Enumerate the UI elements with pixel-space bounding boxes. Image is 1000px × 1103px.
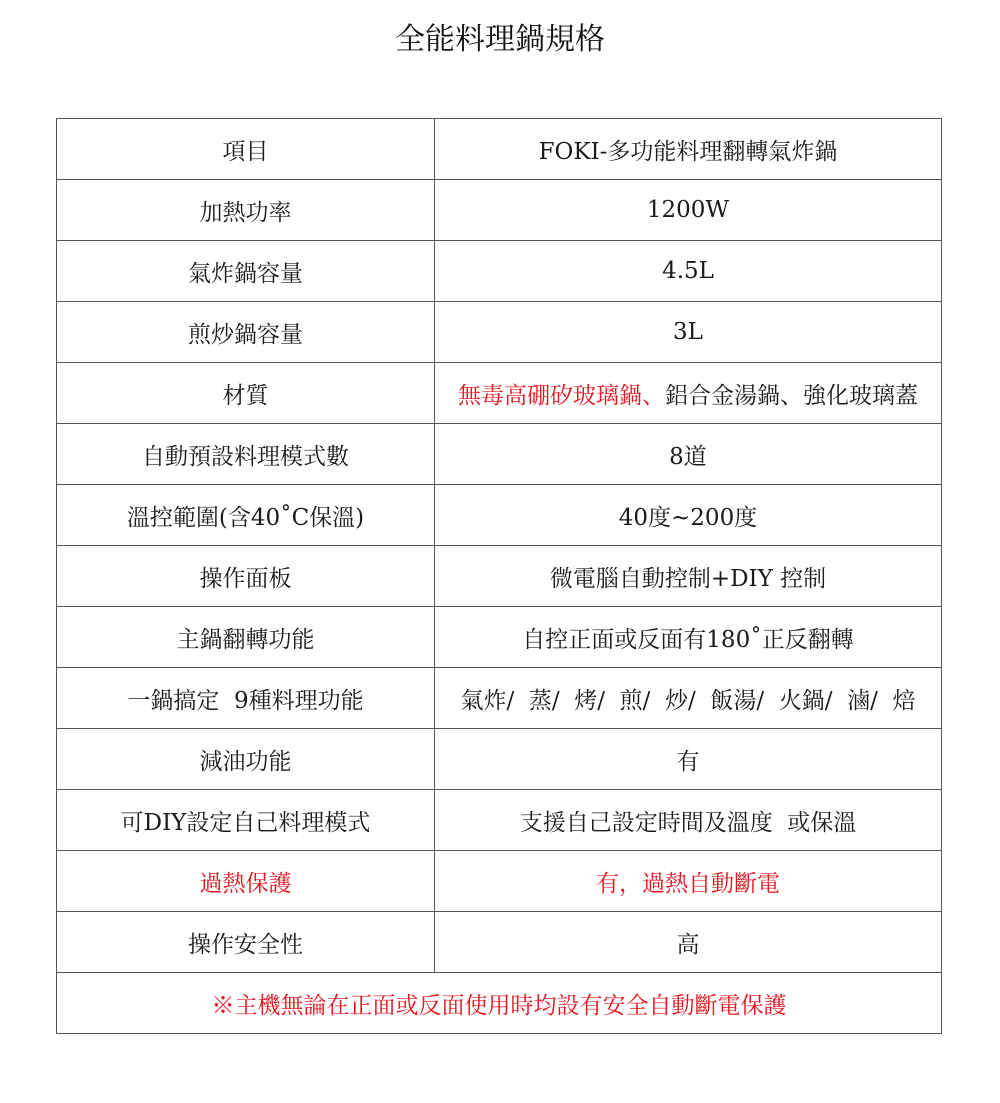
table-row-notice <box>57 973 942 1034</box>
material-rest: 鋁合金湯鍋、強化玻璃蓋 <box>665 382 918 409</box>
row-label: 自動預設料理模式數 <box>57 424 435 485</box>
row-label: 溫控範圍(含40˚C保溫) <box>57 485 435 546</box>
spec-table <box>56 118 942 1034</box>
row-value: FOKI-多功能料理翻轉氣炸鍋 <box>435 119 942 180</box>
row-label: 材質 <box>57 363 435 424</box>
table-row-pan-capacity <box>57 302 942 363</box>
row-label: 過熱保護 <box>57 851 435 912</box>
row-label: 操作安全性 <box>57 912 435 973</box>
table-row-power <box>57 180 942 241</box>
table-row-airfryer-capacity <box>57 241 942 302</box>
row-value: 支援自己設定時間及溫度 或保溫 <box>435 790 942 851</box>
row-label: 加熱功率 <box>57 180 435 241</box>
table-row-overheat-protection <box>57 851 942 912</box>
table-row-flip-function <box>57 607 942 668</box>
table-row-oil-reduction <box>57 729 942 790</box>
row-value: 8道 <box>435 424 942 485</box>
row-value: 4.5L <box>435 241 942 302</box>
row-value: 40度~200度 <box>435 485 942 546</box>
row-label: 項目 <box>57 119 435 180</box>
row-label: 主鍋翻轉功能 <box>57 607 435 668</box>
row-value: 有 <box>435 729 942 790</box>
row-label: 煎炒鍋容量 <box>57 302 435 363</box>
row-label: 減油功能 <box>57 729 435 790</box>
table-row-temperature-range <box>57 485 942 546</box>
row-value: 高 <box>435 912 942 973</box>
row-value: 有，過熱自動斷電 <box>435 851 942 912</box>
table-row-safety <box>57 912 942 973</box>
row-label: 氣炸鍋容量 <box>57 241 435 302</box>
page-title: 全能料理鍋規格 <box>395 22 605 57</box>
safety-notice: ※主機無論在正面或反面使用時均設有安全自動斷電保護 <box>57 973 942 1034</box>
row-value: 自控正面或反面有180˚正反翻轉 <box>435 607 942 668</box>
row-value: 3L <box>435 302 942 363</box>
table-row-material <box>57 363 942 424</box>
table-row-item <box>57 119 942 180</box>
row-value: 1200W <box>435 180 942 241</box>
table-row-control-panel <box>57 546 942 607</box>
row-value: 氣炸/ 蒸/ 烤/ 煎/ 炒/ 飯湯/ 火鍋/ 滷/ 焙 <box>435 668 942 729</box>
row-label: 一鍋搞定 9種料理功能 <box>57 668 435 729</box>
row-value <box>435 363 942 424</box>
material-highlight: 無毒高硼矽玻璃鍋、 <box>458 382 665 409</box>
table-row-preset-modes <box>57 424 942 485</box>
row-label: 可DIY設定自己料理模式 <box>57 790 435 851</box>
table-row-cooking-functions <box>57 668 942 729</box>
table-row-diy-mode <box>57 790 942 851</box>
row-value: 微電腦自動控制+DIY 控制 <box>435 546 942 607</box>
row-label: 操作面板 <box>57 546 435 607</box>
